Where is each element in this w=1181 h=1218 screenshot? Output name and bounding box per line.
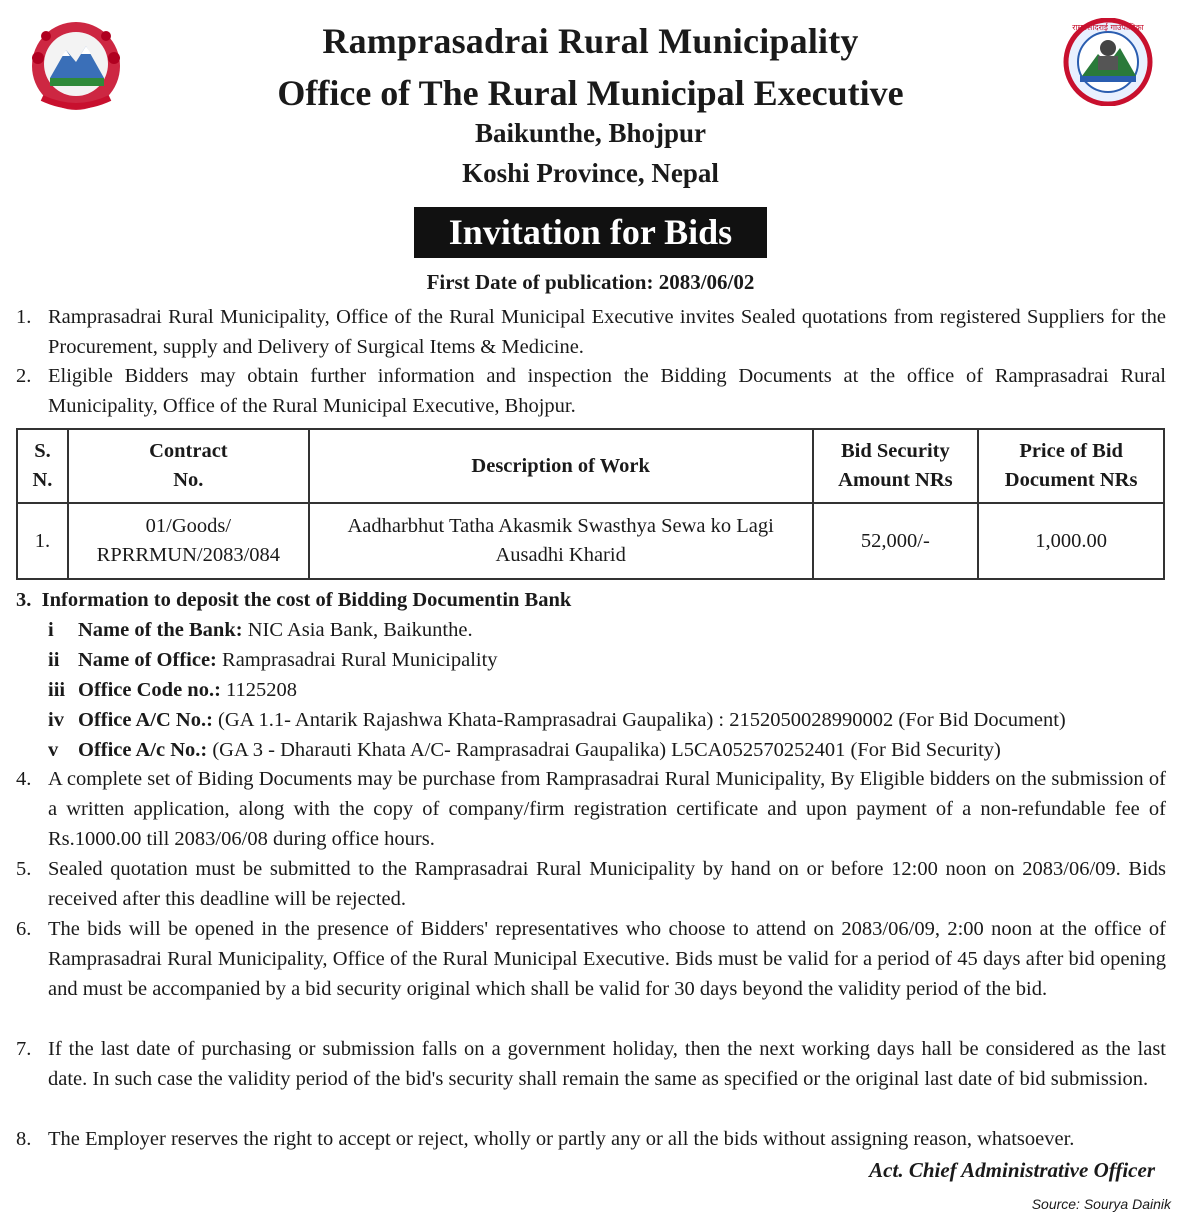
header-bid-security: Bid Security Amount NRs (813, 429, 979, 503)
paragraph-number: 7. (16, 1038, 32, 1060)
municipality-title: Ramprasadrai Rural Municipality (322, 21, 859, 61)
signature-title: Act. Chief Administrative Officer (869, 1158, 1155, 1182)
address-line-2: Koshi Province, Nepal (462, 158, 719, 188)
paragraph-4 (16, 764, 1166, 854)
bank-item-office-name: ii Name of Office: Ramprasadrai Rural Municipality (48, 649, 498, 671)
header-document-price: Price of Bid Document NRs (978, 429, 1164, 503)
invitation-banner: Invitation for Bids (414, 207, 767, 258)
paragraph-number: 5. (16, 858, 32, 880)
paragraph-text: Ramprasadrai Rural Municipality, Office of the Rural Municipal Executive invites Sealed quotations from registered Suppliers for the Procurement, supply and Delivery of Surgical Items & Medicine. (48, 306, 1166, 358)
paragraph-5 (16, 854, 1166, 914)
paragraph-1 (16, 302, 1166, 362)
bank-item-office-code: iii Office Code no.: 1125208 (48, 679, 298, 701)
paragraph-7 (16, 1034, 1166, 1094)
paragraph-text: If the last date of purchasing or submission falls on a government holiday, then the next working days hall be considered as the last date. In such case the validity period of the bid's security shall remain the same as specified or the original last date of bid submission. (48, 1038, 1166, 1090)
paragraph-6 (16, 914, 1166, 1004)
paragraph-text: The bids will be opened in the presence of Bidders' representatives who choose to attend on 2083/06/09, 2:00 noon at the office of Ramprasadrai Rural Municipality, Office of the Rural Municipal Executive. Bids must be valid for a period of 45 days after bid opening and must be accompanied by a bid security original which shall be valid for 30 days beyond the validity period of the bid. (48, 918, 1166, 1000)
paragraph-number: 6. (16, 918, 32, 940)
cell-contract-no: 01/Goods/ RPRRMUN/2083/084 (68, 503, 309, 579)
bank-item-account-security: v Office A/c No.: (GA 3 - Dharauti Khata A/C- Ramprasadrai Gaupalika) L5CA052570252401 (For Bid Security) (48, 739, 1001, 761)
paragraph-number: 1. (16, 306, 32, 328)
header-sn: S. N. (17, 429, 68, 503)
cell-sn: 1. (17, 503, 68, 579)
bids-table (16, 428, 1165, 580)
paragraph-8 (16, 1124, 1166, 1154)
paragraph-2 (16, 361, 1166, 421)
publication-date: First Date of publication: 2083/06/02 (426, 270, 755, 294)
paragraph-text: A complete set of Biding Documents may be purchase from Ramprasadrai Rural Municipality, By Eligible bidders on the submission of a written application, along with the copy of company/firm registration certificate and upon payment of a non-refundable fee of Rs.1000.00 till 2083/06/08 during office hours. (48, 768, 1166, 850)
cell-description: Aadharbhut Tatha Akasmik Swasthya Sewa ko Lagi Ausadhi Kharid (309, 503, 813, 579)
bank-item-bank-name: i Name of the Bank: NIC Asia Bank, Baikunthe. (48, 619, 473, 641)
office-title: Office of The Rural Municipal Executive (277, 73, 904, 113)
header-contract-no: Contract No. (68, 429, 309, 503)
cell-document-price: 1,000.00 (978, 503, 1164, 579)
paragraph-text: Eligible Bidders may obtain further information and inspection the Bidding Documents at the office of Ramprasadrai Rural Municipality, Office of the Rural Municipal Executive, Bhojpur. (48, 365, 1166, 417)
address-line-1: Baikunthe, Bhojpur (474, 118, 707, 148)
paragraph-number: 2. (16, 365, 32, 387)
seal-text: रामप्रसादराई गाउँपालिका (1072, 23, 1144, 32)
header-description: Description of Work (309, 429, 813, 503)
paragraph-number: 4. (16, 768, 32, 790)
bank-item-account-document: iv Office A/C No.: (GA 1.1- Antarik Rajashwa Khata-Ramprasadrai Gaupalika) : 2152050028990002 (For Bid Document) (48, 709, 1066, 731)
source-credit: Source: Sourya Dainik (1031, 1196, 1171, 1212)
table-header-row (17, 429, 1164, 503)
table-row (17, 503, 1164, 579)
bank-info-heading: 3. Information to deposit the cost of Bidding Documentin Bank (16, 589, 572, 611)
paragraph-text: The Employer reserves the right to accept or reject, wholly or partly any or all the bids without assigning reason, whatsoever. (48, 1128, 1075, 1150)
cell-bid-security: 52,000/- (813, 503, 979, 579)
paragraph-text: Sealed quotation must be submitted to the Ramprasadrai Rural Municipality by hand on or before 12:00 noon on 2083/06/09. Bids received after this deadline will be rejected. (48, 858, 1166, 910)
paragraph-number: 8. (16, 1128, 32, 1150)
